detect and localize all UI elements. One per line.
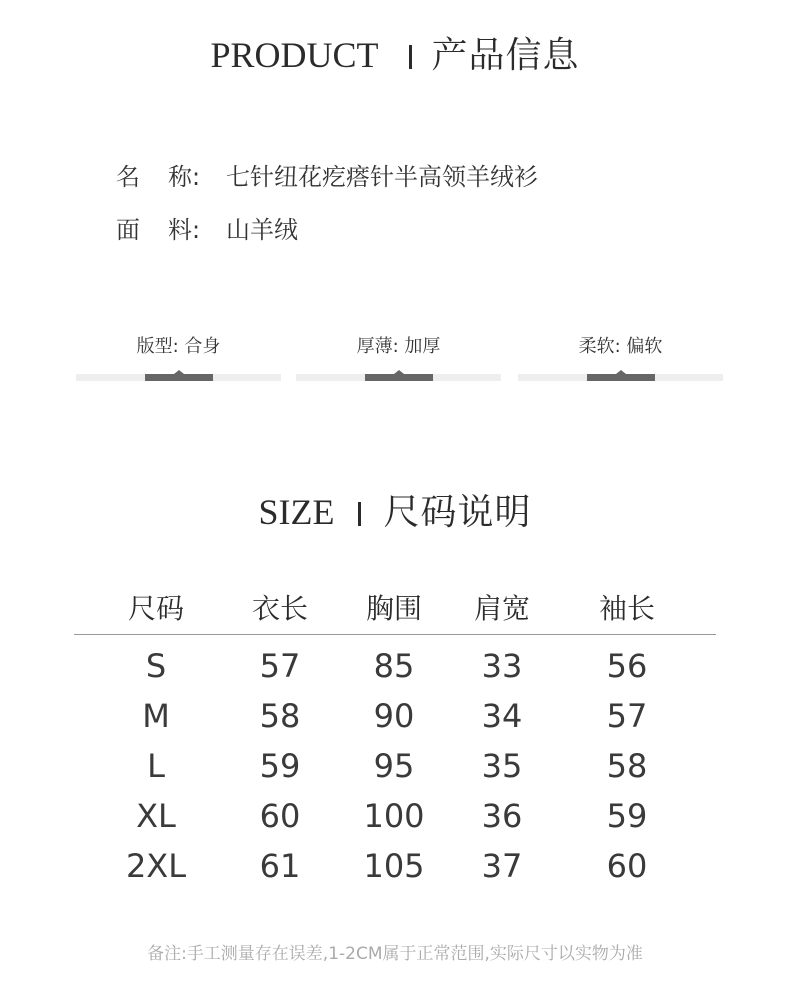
cell-size: XL (136, 797, 176, 835)
title-divider (409, 45, 412, 69)
cell-shoulder: 34 (481, 697, 523, 735)
attribute-thickness-marker (394, 370, 404, 374)
header-size: 尺码 (74, 580, 238, 635)
cell-chest: 105 (363, 847, 425, 885)
attribute-fit-text: 版型: 合身 (136, 336, 221, 357)
cell-size: 2XL (125, 847, 187, 885)
cell-size: M (142, 697, 170, 735)
cell-chest: 100 (363, 797, 425, 835)
cell-chest: 85 (373, 647, 415, 685)
attribute-softness-text: 柔软: 偏软 (578, 336, 663, 357)
attribute-thickness-text: 厚薄: 加厚 (356, 336, 441, 357)
size-title-cn: 尺码说明 (383, 492, 532, 533)
product-title-en: PRODUCT (210, 35, 379, 75)
size-table-header (74, 580, 716, 635)
size-section-title (0, 487, 790, 538)
product-fabric-value: 山羊绒 (226, 216, 298, 244)
cell-sleeve: 58 (606, 747, 648, 785)
table-row (74, 791, 716, 841)
attribute-fit-indicator (145, 374, 213, 381)
cell-shoulder: 33 (481, 647, 523, 685)
cell-length: 60 (259, 797, 301, 835)
cell-length: 61 (259, 847, 301, 885)
attribute-softness-indicator (587, 374, 655, 381)
header-sleeve: 袖长 (538, 580, 716, 635)
cell-length: 57 (259, 647, 301, 685)
cell-sleeve: 59 (606, 797, 648, 835)
cell-size: S (145, 647, 167, 685)
attribute-fit (76, 334, 281, 384)
cell-size: L (147, 747, 165, 785)
header-shoulder: 肩宽 (466, 580, 538, 635)
cell-sleeve: 57 (606, 697, 648, 735)
attribute-softness (518, 334, 723, 384)
attribute-thickness-indicator (365, 374, 433, 381)
cell-length: 59 (259, 747, 301, 785)
cell-chest: 90 (373, 697, 415, 735)
title-divider (358, 502, 361, 526)
product-title-cn: 产品信息 (431, 35, 580, 76)
product-fabric-row (116, 213, 298, 247)
size-table (74, 580, 716, 891)
attribute-fit-marker (174, 370, 184, 374)
attribute-softness-marker (616, 370, 626, 374)
product-fabric-label: 面 料: (116, 216, 201, 244)
header-chest: 胸围 (322, 580, 466, 635)
cell-sleeve: 60 (606, 847, 648, 885)
product-name-label: 名 称: (116, 163, 201, 191)
product-name-value: 七针纽花疙瘩针半高领羊绒衫 (226, 163, 538, 191)
product-section-title (0, 30, 790, 81)
cell-shoulder: 37 (481, 847, 523, 885)
cell-shoulder: 35 (481, 747, 523, 785)
size-title-en: SIZE (258, 492, 335, 532)
attribute-thickness (296, 334, 501, 384)
table-row (74, 741, 716, 791)
table-row (74, 841, 716, 891)
cell-sleeve: 56 (606, 647, 648, 685)
cell-length: 58 (259, 697, 301, 735)
table-row (74, 691, 716, 741)
measurement-note: 备注:手工测量存在误差,1-2CM属于正常范围,实际尺寸以实物为准 (147, 944, 643, 964)
table-row (74, 635, 716, 692)
header-length: 衣长 (238, 580, 322, 635)
cell-chest: 95 (373, 747, 415, 785)
product-name-row (116, 160, 538, 194)
cell-shoulder: 36 (481, 797, 523, 835)
